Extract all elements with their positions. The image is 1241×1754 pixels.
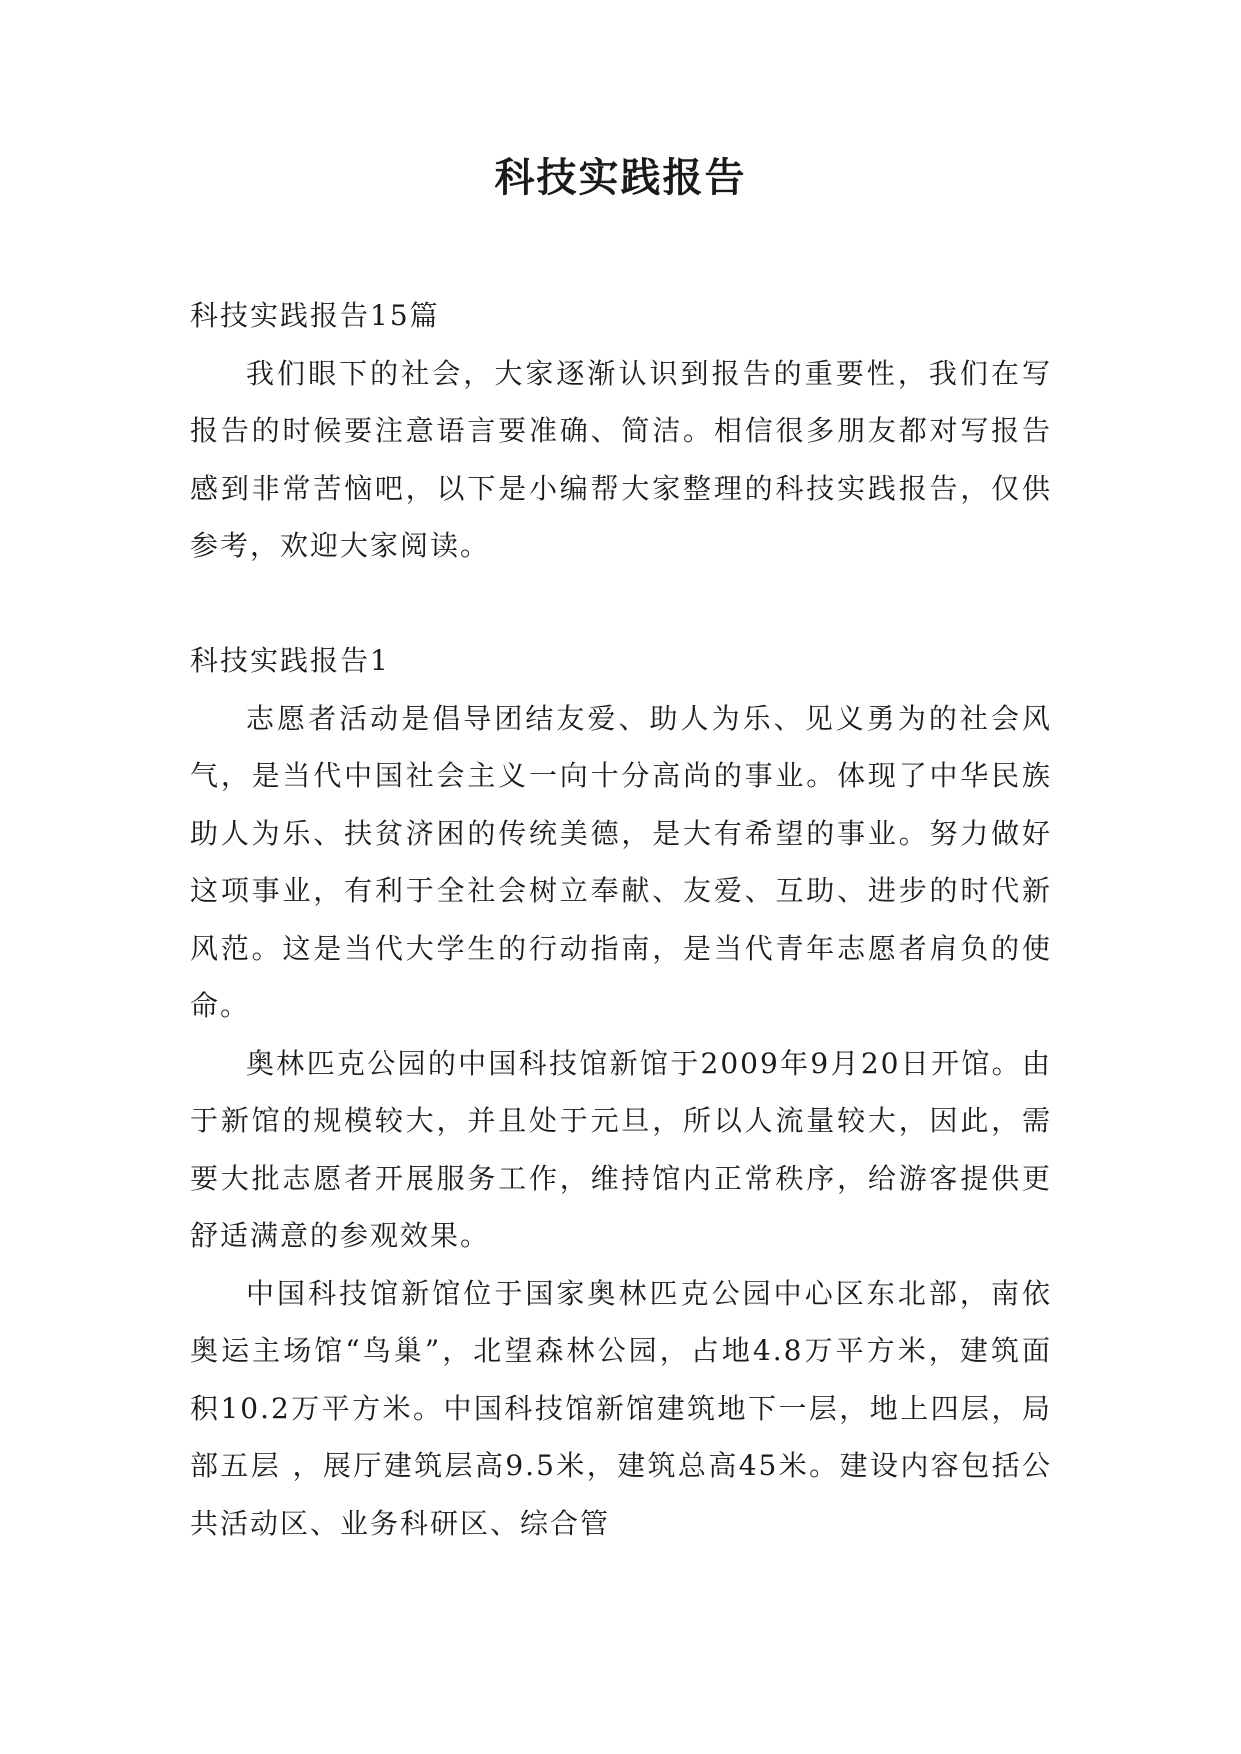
document-body: [190, 287, 1052, 1552]
section-1-paragraph-2: 奥林匹克公园的中国科技馆新馆于2009年9月20日开馆。由于新馆的规模较大，并且处于元旦，所以人流量较大，因此，需要大批志愿者开展服务工作，维持馆内正常秩序，给游客提供更舒适满意的参观效果。: [190, 1046, 1052, 1252]
intro-paragraph: 我们眼下的社会，大家逐渐认识到报告的重要性，我们在写报告的时候要注意语言要准确、简洁。相信很多朋友都对写报告感到非常苦恼吧，以下是小编帮大家整理的科技实践报告，仅供参考，欢迎大家阅读。: [190, 356, 1052, 562]
section-1-paragraph-3: 中国科技馆新馆位于国家奥林匹克公园中心区东北部，南依奥运主场馆“鸟巢”，北望森林公园，占地4.8万平方米，建筑面积10.2万平方米。中国科技馆新馆建筑地下一层，地上四层，局部五层 ，展厅建筑层高9.5米，建筑总高45米。建设内容包括公共活动区、业务科研区、综合管: [190, 1276, 1052, 1540]
document-title: 科技实践报告: [494, 154, 747, 201]
section-1-heading: 科技实践报告1: [190, 644, 390, 677]
section-spacer: [190, 575, 1052, 633]
intro-heading: 科技实践报告15篇: [190, 299, 440, 332]
section-1-paragraph-1: 志愿者活动是倡导团结友爱、助人为乐、见义勇为的社会风气，是当代中国社会主义一向十分高尚的事业。体现了中华民族助人为乐、扶贫济困的传统美德，是大有希望的事业。努力做好这项事业，有利于全社会树立奉献、友爱、互助、进步的时代新风范。这是当代大学生的行动指南，是当代青年志愿者肩负的使命。: [190, 701, 1052, 1022]
